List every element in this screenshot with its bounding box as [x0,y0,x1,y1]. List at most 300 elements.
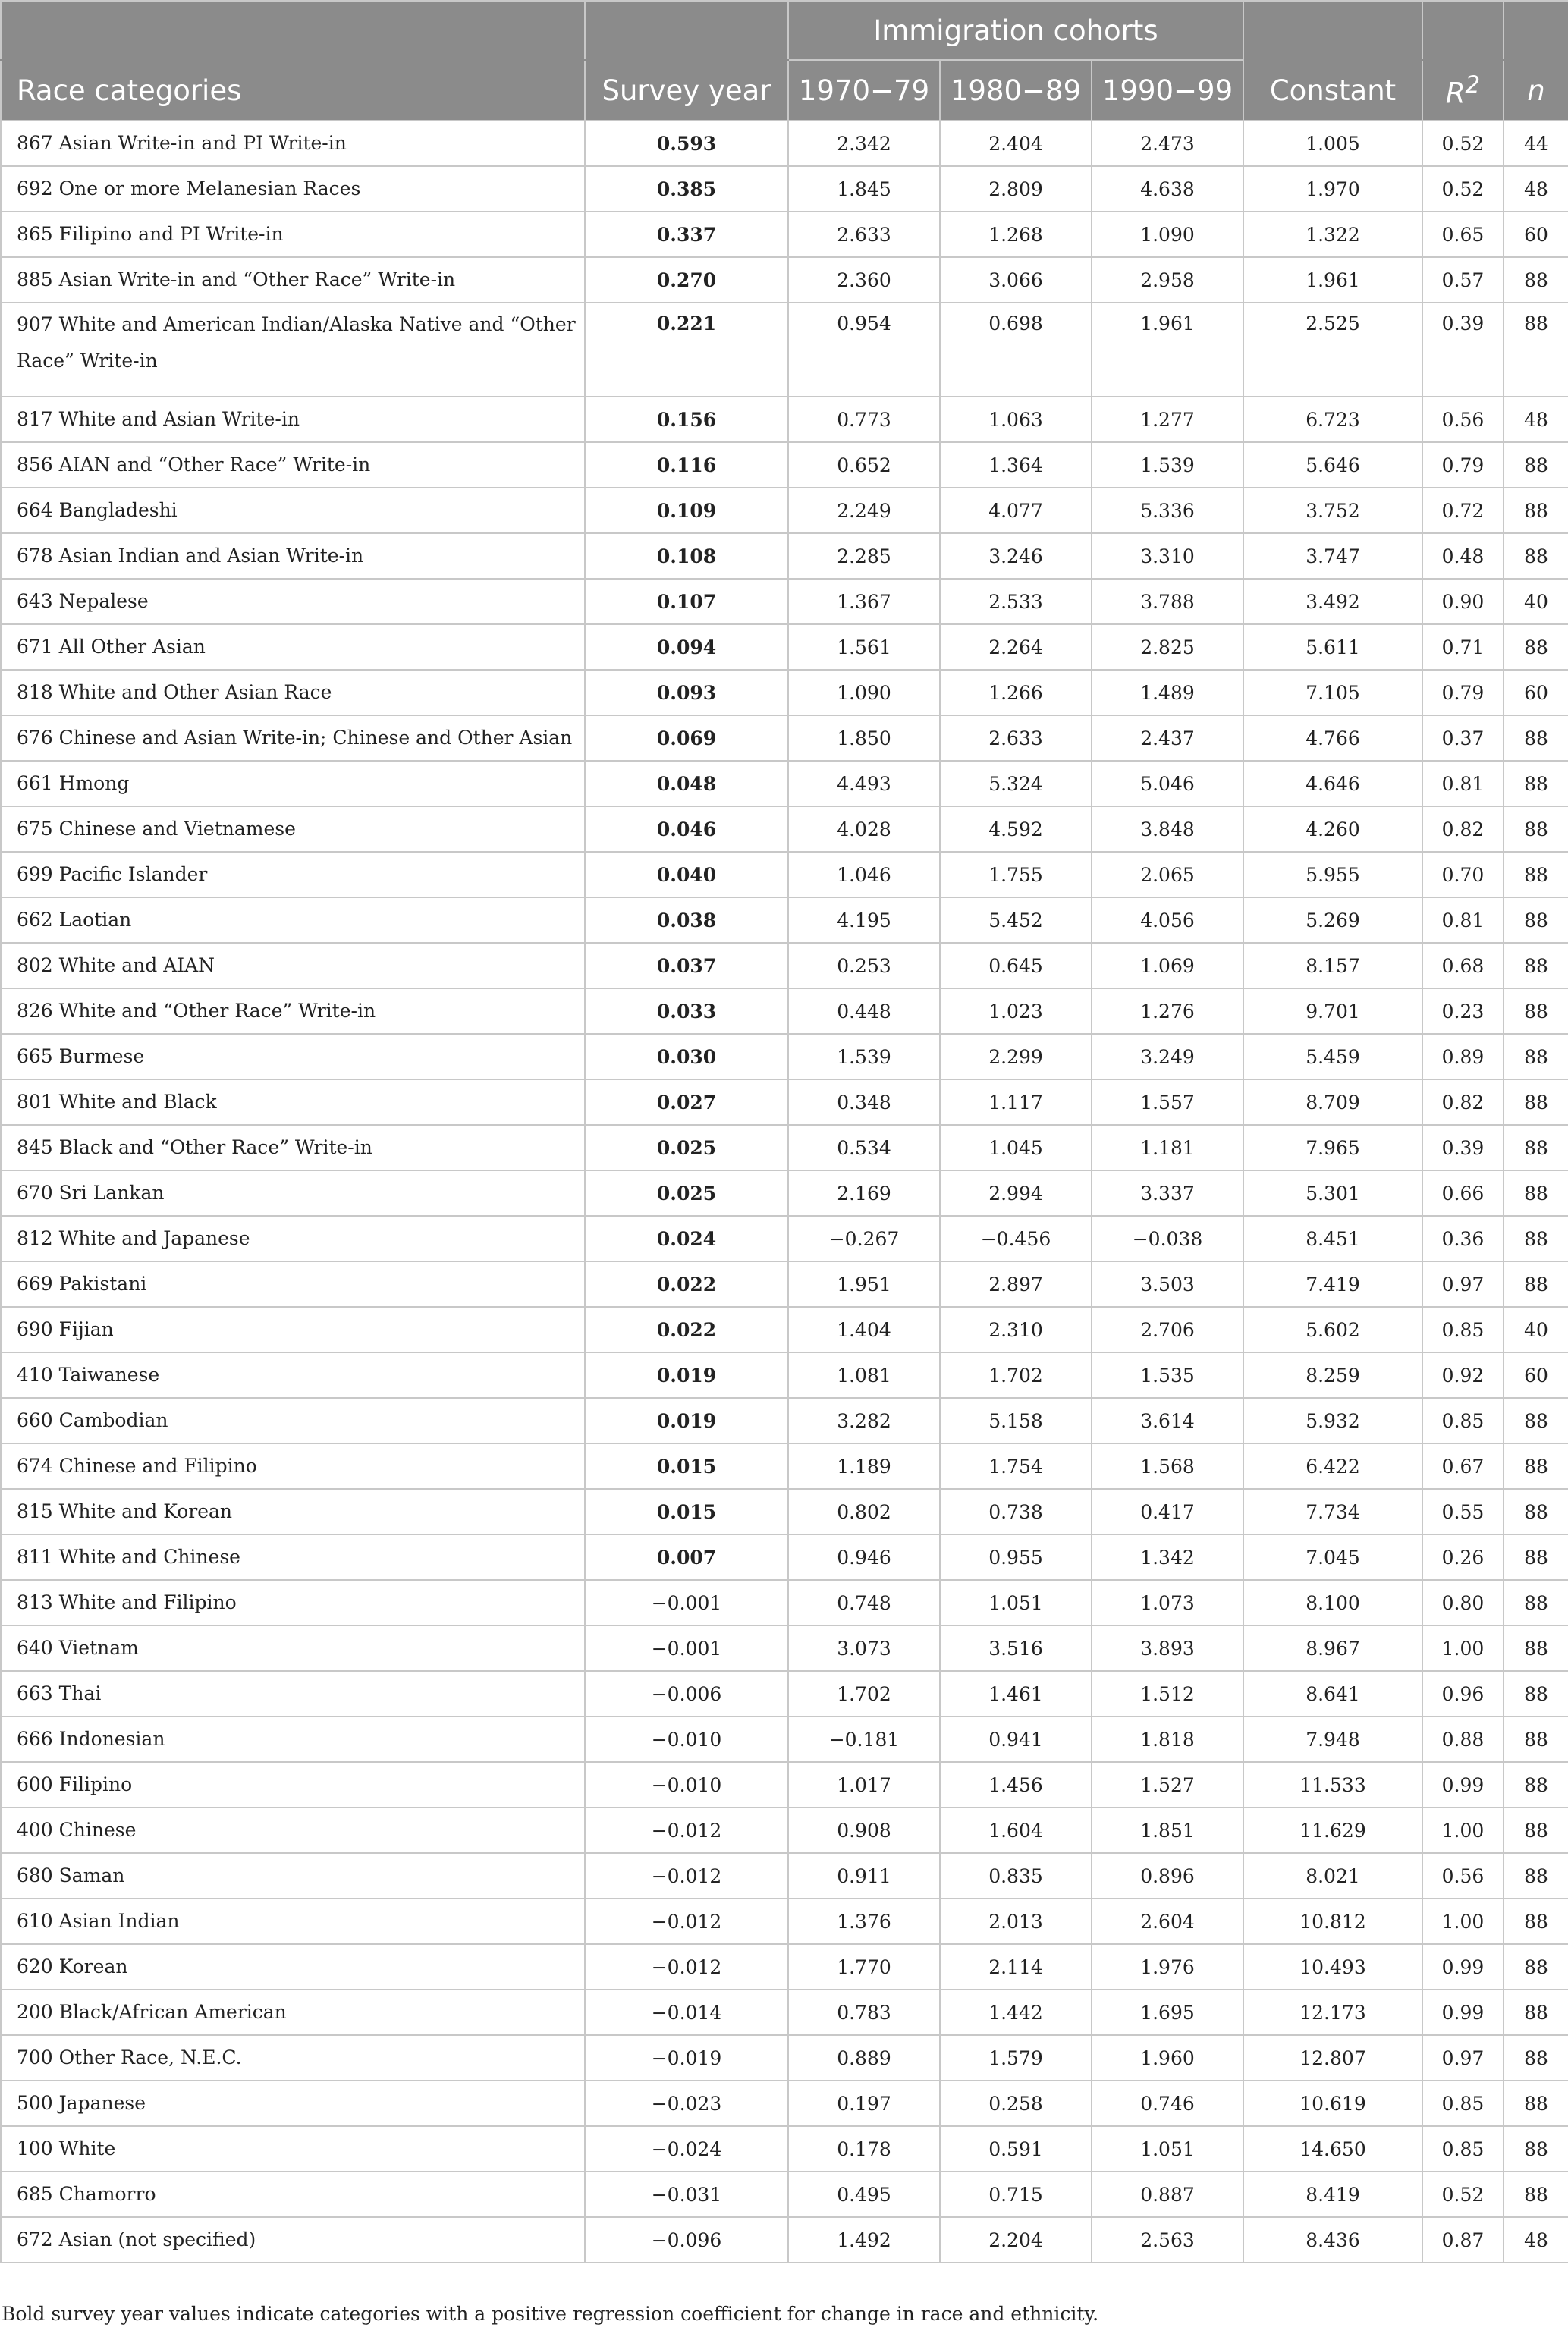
constant-cell: 5.646 [1243,442,1422,488]
cohort-1980-cell: 1.364 [940,442,1092,488]
race-category-cell: 699 Pacific Islander [1,852,585,897]
r-squared-cell: 0.48 [1422,533,1504,579]
race-category-cell: 818 White and Other Asian Race [1,670,585,715]
table-row [1,2217,1568,2263]
survey-year-cell: 0.019 [585,1352,788,1398]
cohort-1970-cell: 2.285 [788,533,940,579]
survey-year-cell: 0.270 [585,257,788,303]
survey-year-cell: 0.385 [585,166,788,212]
cohort-1980-cell: 2.299 [940,1034,1092,1079]
cohort-1970-cell: 0.197 [788,2081,940,2126]
race-category-cell: 200 Black/African American [1,1990,585,2035]
constant-cell: 7.045 [1243,1534,1422,1580]
survey-year-cell: 0.108 [585,533,788,579]
header-cohort-1980: 1980−89 [940,60,1092,121]
constant-cell: 6.422 [1243,1443,1422,1489]
r-squared-cell: 0.68 [1422,943,1504,988]
race-category-cell: 665 Burmese [1,1034,585,1079]
table-row [1,2172,1568,2217]
table-row [1,1170,1568,1216]
cohort-1980-cell: 2.633 [940,715,1092,761]
survey-year-cell: 0.022 [585,1307,788,1352]
n-cell: 88 [1504,1398,1568,1443]
constant-cell: 4.260 [1243,806,1422,852]
cohort-1970-cell: 1.404 [788,1307,940,1352]
header-survey-year: Survey year [585,60,788,121]
r-squared-cell: 0.81 [1422,761,1504,806]
cohort-1980-cell: 3.066 [940,257,1092,303]
cohort-1990-cell: 1.342 [1092,1534,1243,1580]
cohort-1990-cell: 0.896 [1092,1853,1243,1899]
cohort-1970-cell: 0.908 [788,1808,940,1853]
cohort-1970-cell: 1.951 [788,1261,940,1307]
survey-year-cell: −0.096 [585,2217,788,2263]
cohort-1980-cell: 1.604 [940,1808,1092,1853]
cohort-1970-cell: 1.189 [788,1443,940,1489]
table-row [1,1625,1568,1671]
cohort-1980-cell: 2.533 [940,579,1092,624]
cohort-1990-cell: 0.417 [1092,1489,1243,1534]
n-cell: 88 [1504,1170,1568,1216]
table-row [1,2126,1568,2172]
constant-cell: 3.492 [1243,579,1422,624]
cohort-1990-cell: 1.960 [1092,2035,1243,2081]
table-row [1,988,1568,1034]
cohort-1990-cell: 3.503 [1092,1261,1243,1307]
r-squared-cell: 0.88 [1422,1717,1504,1762]
race-category-cell: 660 Cambodian [1,1398,585,1443]
cohort-1980-cell: 3.246 [940,533,1092,579]
n-cell: 88 [1504,988,1568,1034]
cohort-1970-cell: 1.090 [788,670,940,715]
n-cell: 88 [1504,1899,1568,1944]
constant-cell: 8.709 [1243,1079,1422,1125]
survey-year-cell: −0.001 [585,1625,788,1671]
header-blank [585,1,788,60]
race-category-cell: 817 White and Asian Write-in [1,397,585,442]
n-cell: 88 [1504,943,1568,988]
r-squared-cell: 0.89 [1422,1034,1504,1079]
race-category-cell: 811 White and Chinese [1,1534,585,1580]
constant-cell: 1.005 [1243,121,1422,166]
r-squared-cell: 0.90 [1422,579,1504,624]
survey-year-cell: 0.022 [585,1261,788,1307]
r-squared-cell: 0.92 [1422,1352,1504,1398]
cohort-1990-cell: 1.851 [1092,1808,1243,1853]
n-cell: 88 [1504,1079,1568,1125]
cohort-1970-cell: 0.783 [788,1990,940,2035]
r-squared-cell: 0.85 [1422,2126,1504,2172]
n-cell: 48 [1504,397,1568,442]
r-squared-cell: 0.39 [1422,303,1504,397]
survey-year-cell: 0.033 [585,988,788,1034]
survey-year-cell: −0.024 [585,2126,788,2172]
header-row-columns [1,60,1568,121]
n-cell: 88 [1504,1990,1568,2035]
n-cell: 88 [1504,303,1568,397]
n-cell: 40 [1504,579,1568,624]
r-squared-cell: 0.23 [1422,988,1504,1034]
n-cell: 88 [1504,2081,1568,2126]
constant-cell: 11.629 [1243,1808,1422,1853]
header-race-categories: Race categories [1,60,585,121]
cohort-1990-cell: 3.893 [1092,1625,1243,1671]
n-cell: 88 [1504,897,1568,943]
table-body [1,121,1568,2263]
survey-year-cell: −0.006 [585,1671,788,1717]
n-cell: 88 [1504,852,1568,897]
r-squared-cell: 0.55 [1422,1489,1504,1534]
header-immigration-cohorts: Immigration cohorts [788,1,1243,60]
cohort-1990-cell: 0.887 [1092,2172,1243,2217]
survey-year-cell: 0.094 [585,624,788,670]
cohort-1970-cell: 1.017 [788,1762,940,1808]
constant-cell: 10.493 [1243,1944,1422,1990]
cohort-1980-cell: 2.013 [940,1899,1092,1944]
race-category-cell: 662 Laotian [1,897,585,943]
table-row [1,897,1568,943]
r-squared-cell: 0.99 [1422,1944,1504,1990]
cohort-1990-cell: 5.336 [1092,488,1243,533]
survey-year-cell: 0.040 [585,852,788,897]
table-row [1,1307,1568,1352]
table-row [1,1808,1568,1853]
cohort-1990-cell: 2.437 [1092,715,1243,761]
cohort-1980-cell: 5.452 [940,897,1092,943]
cohort-1980-cell: 2.994 [940,1170,1092,1216]
constant-cell: 12.807 [1243,2035,1422,2081]
n-cell: 88 [1504,1489,1568,1534]
r-squared-cell: 0.56 [1422,397,1504,442]
cohort-1980-cell: 5.324 [940,761,1092,806]
n-cell: 88 [1504,488,1568,533]
race-category-cell: 674 Chinese and Filipino [1,1443,585,1489]
cohort-1990-cell: 1.051 [1092,2126,1243,2172]
cohort-1990-cell: 2.825 [1092,624,1243,670]
header-constant: Constant [1243,60,1422,121]
race-category-cell: 815 White and Korean [1,1489,585,1534]
cohort-1990-cell: 1.276 [1092,988,1243,1034]
header-blank [1243,1,1422,60]
race-category-cell: 675 Chinese and Vietnamese [1,806,585,852]
cohort-1990-cell: 2.473 [1092,121,1243,166]
constant-cell: 7.734 [1243,1489,1422,1534]
race-category-cell: 907 White and American Indian/Alaska Native and “Other Race” Write-in [1,303,585,397]
r-squared-cell: 0.79 [1422,442,1504,488]
survey-year-cell: −0.010 [585,1717,788,1762]
race-category-cell: 610 Asian Indian [1,1899,585,1944]
table-row [1,488,1568,533]
n-cell: 60 [1504,212,1568,257]
cohort-1990-cell: 1.090 [1092,212,1243,257]
cohort-1970-cell: 0.178 [788,2126,940,2172]
survey-year-cell: 0.019 [585,1398,788,1443]
cohort-1970-cell: 1.845 [788,166,940,212]
n-cell: 88 [1504,1762,1568,1808]
constant-cell: 10.619 [1243,2081,1422,2126]
survey-year-cell: 0.027 [585,1079,788,1125]
survey-year-cell: −0.001 [585,1580,788,1625]
race-category-cell: 802 White and AIAN [1,943,585,988]
table-row [1,1990,1568,2035]
cohort-1990-cell: −0.038 [1092,1216,1243,1261]
cohort-1980-cell: 1.051 [940,1580,1092,1625]
cohort-1980-cell: 1.268 [940,212,1092,257]
r-squared-cell: 0.72 [1422,488,1504,533]
cohort-1970-cell: 2.342 [788,121,940,166]
cohort-1990-cell: 2.604 [1092,1899,1243,1944]
constant-cell: 8.967 [1243,1625,1422,1671]
cohort-1990-cell: 3.337 [1092,1170,1243,1216]
table-row [1,1352,1568,1398]
cohort-1990-cell: 1.181 [1092,1125,1243,1170]
survey-year-cell: 0.025 [585,1170,788,1216]
r-squared-cell: 0.66 [1422,1170,1504,1216]
constant-cell: 8.021 [1243,1853,1422,1899]
cohort-1970-cell: 2.169 [788,1170,940,1216]
table-row [1,1034,1568,1079]
r-squared-cell: 0.36 [1422,1216,1504,1261]
constant-cell: 1.322 [1243,212,1422,257]
survey-year-cell: 0.037 [585,943,788,988]
cohort-1980-cell: 0.941 [940,1717,1092,1762]
race-category-cell: 600 Filipino [1,1762,585,1808]
race-category-cell: 813 White and Filipino [1,1580,585,1625]
header-r2-base: R [1445,77,1466,110]
constant-cell: 10.812 [1243,1899,1422,1944]
r-squared-cell: 0.97 [1422,1261,1504,1307]
constant-cell: 5.301 [1243,1170,1422,1216]
r-squared-cell: 0.85 [1422,1398,1504,1443]
cohort-1970-cell: 0.652 [788,442,940,488]
constant-cell: 5.932 [1243,1398,1422,1443]
cohort-1990-cell: 1.976 [1092,1944,1243,1990]
cohort-1970-cell: 1.561 [788,624,940,670]
table-row [1,533,1568,579]
cohort-1990-cell: 1.069 [1092,943,1243,988]
race-category-cell: 680 Saman [1,1853,585,1899]
race-category-cell: 700 Other Race, N.E.C. [1,2035,585,2081]
survey-year-cell: 0.221 [585,303,788,397]
cohort-1970-cell: 1.770 [788,1944,940,1990]
table-row [1,670,1568,715]
cohort-1980-cell: 0.591 [940,2126,1092,2172]
table-row [1,2081,1568,2126]
table-row [1,715,1568,761]
cohort-1990-cell: 2.563 [1092,2217,1243,2263]
cohort-1990-cell: 2.065 [1092,852,1243,897]
table-row [1,1944,1568,1990]
survey-year-cell: 0.024 [585,1216,788,1261]
n-cell: 44 [1504,121,1568,166]
race-category-cell: 826 White and “Other Race” Write-in [1,988,585,1034]
cohort-1970-cell: −0.267 [788,1216,940,1261]
cohort-1990-cell: 0.746 [1092,2081,1243,2126]
survey-year-cell: −0.012 [585,1853,788,1899]
constant-cell: 8.419 [1243,2172,1422,2217]
constant-cell: 11.533 [1243,1762,1422,1808]
r-squared-cell: 0.71 [1422,624,1504,670]
survey-year-cell: −0.031 [585,2172,788,2217]
cohort-1980-cell: 2.404 [940,121,1092,166]
table-row [1,442,1568,488]
survey-year-cell: 0.116 [585,442,788,488]
cohort-1970-cell: 0.534 [788,1125,940,1170]
survey-year-cell: 0.107 [585,579,788,624]
n-cell: 88 [1504,1853,1568,1899]
constant-cell: 1.961 [1243,257,1422,303]
cohort-1970-cell: 0.748 [788,1580,940,1625]
header-n-label: n [1527,74,1545,107]
race-category-cell: 400 Chinese [1,1808,585,1853]
table-row [1,1853,1568,1899]
header-r-squared [1422,60,1504,121]
cohort-1970-cell: 0.889 [788,2035,940,2081]
cohort-1990-cell: 2.958 [1092,257,1243,303]
cohort-1980-cell: 2.264 [940,624,1092,670]
cohort-1990-cell: 1.512 [1092,1671,1243,1717]
n-cell: 88 [1504,1125,1568,1170]
n-cell: 88 [1504,624,1568,670]
table-row [1,1443,1568,1489]
r-squared-cell: 0.39 [1422,1125,1504,1170]
race-category-cell: 671 All Other Asian [1,624,585,670]
r-squared-cell: 1.00 [1422,1625,1504,1671]
r-squared-cell: 0.26 [1422,1534,1504,1580]
constant-cell: 9.701 [1243,988,1422,1034]
cohort-1990-cell: 1.073 [1092,1580,1243,1625]
cohort-1980-cell: 1.579 [940,2035,1092,2081]
cohort-1980-cell: 2.204 [940,2217,1092,2263]
constant-cell: 8.100 [1243,1580,1422,1625]
n-cell: 48 [1504,2217,1568,2263]
table-row [1,1079,1568,1125]
table-row [1,579,1568,624]
survey-year-cell: 0.593 [585,121,788,166]
race-category-cell: 865 Filipino and PI Write-in [1,212,585,257]
table-row [1,1125,1568,1170]
table-row [1,2035,1568,2081]
cohort-1980-cell: 0.258 [940,2081,1092,2126]
n-cell: 88 [1504,533,1568,579]
cohort-1980-cell: 4.077 [940,488,1092,533]
table-row [1,397,1568,442]
constant-cell: 12.173 [1243,1990,1422,2035]
cohort-1980-cell: 0.835 [940,1853,1092,1899]
header-blank [1504,1,1568,60]
r-squared-cell: 0.99 [1422,1762,1504,1808]
header-cohort-1990: 1990−99 [1092,60,1243,121]
cohort-1990-cell: 1.527 [1092,1762,1243,1808]
cohort-1970-cell: 2.633 [788,212,940,257]
n-cell: 88 [1504,1261,1568,1307]
constant-cell: 3.747 [1243,533,1422,579]
n-cell: 88 [1504,761,1568,806]
table-row [1,1216,1568,1261]
race-category-cell: 100 White [1,2126,585,2172]
n-cell: 48 [1504,166,1568,212]
cohort-1970-cell: 2.360 [788,257,940,303]
cohort-1970-cell: 2.249 [788,488,940,533]
n-cell: 60 [1504,670,1568,715]
cohort-1990-cell: 3.848 [1092,806,1243,852]
table-row [1,806,1568,852]
race-category-cell: 666 Indonesian [1,1717,585,1762]
survey-year-cell: 0.109 [585,488,788,533]
table-row [1,166,1568,212]
r-squared-cell: 0.56 [1422,1853,1504,1899]
constant-cell: 7.948 [1243,1717,1422,1762]
cohort-1990-cell: 1.568 [1092,1443,1243,1489]
table-row [1,852,1568,897]
cohort-1980-cell: 2.809 [940,166,1092,212]
survey-year-cell: 0.048 [585,761,788,806]
cohort-1990-cell: 3.310 [1092,533,1243,579]
r-squared-cell: 0.82 [1422,806,1504,852]
cohort-1970-cell: 1.492 [788,2217,940,2263]
cohort-1970-cell: 0.448 [788,988,940,1034]
cohort-1990-cell: 4.638 [1092,166,1243,212]
cohort-1990-cell: 5.046 [1092,761,1243,806]
race-category-cell: 801 White and Black [1,1079,585,1125]
cohort-1980-cell: 1.461 [940,1671,1092,1717]
survey-year-cell: −0.012 [585,1944,788,1990]
table-row [1,257,1568,303]
r-squared-cell: 0.81 [1422,897,1504,943]
cohort-1980-cell: 3.516 [940,1625,1092,1671]
race-category-cell: 812 White and Japanese [1,1216,585,1261]
cohort-1990-cell: 2.706 [1092,1307,1243,1352]
survey-year-cell: 0.015 [585,1443,788,1489]
n-cell: 88 [1504,1216,1568,1261]
constant-cell: 5.955 [1243,852,1422,897]
n-cell: 88 [1504,2126,1568,2172]
table-row [1,212,1568,257]
n-cell: 88 [1504,1443,1568,1489]
race-category-cell: 640 Vietnam [1,1625,585,1671]
race-category-cell: 669 Pakistani [1,1261,585,1307]
r-squared-cell: 1.00 [1422,1899,1504,1944]
cohort-1980-cell: −0.456 [940,1216,1092,1261]
cohort-1980-cell: 0.738 [940,1489,1092,1534]
survey-year-cell: 0.337 [585,212,788,257]
survey-year-cell: −0.023 [585,2081,788,2126]
constant-cell: 7.105 [1243,670,1422,715]
survey-year-cell: 0.038 [585,897,788,943]
r-squared-cell: 0.52 [1422,121,1504,166]
header-row-group [1,1,1568,60]
n-cell: 88 [1504,1808,1568,1853]
survey-year-cell: −0.014 [585,1990,788,2035]
cohort-1970-cell: 3.073 [788,1625,940,1671]
race-category-cell: 670 Sri Lankan [1,1170,585,1216]
table-row [1,1671,1568,1717]
race-category-cell: 678 Asian Indian and Asian Write-in [1,533,585,579]
cohort-1980-cell: 1.266 [940,670,1092,715]
cohort-1980-cell: 1.063 [940,397,1092,442]
cohort-1990-cell: 1.818 [1092,1717,1243,1762]
header-blank [1,1,585,60]
cohort-1980-cell: 1.755 [940,852,1092,897]
r-squared-cell: 0.37 [1422,715,1504,761]
survey-year-cell: −0.019 [585,2035,788,2081]
n-cell: 88 [1504,442,1568,488]
survey-year-cell: 0.030 [585,1034,788,1079]
table-row [1,1534,1568,1580]
cohort-1970-cell: 4.028 [788,806,940,852]
r-squared-cell: 0.70 [1422,852,1504,897]
cohort-1970-cell: 4.195 [788,897,940,943]
